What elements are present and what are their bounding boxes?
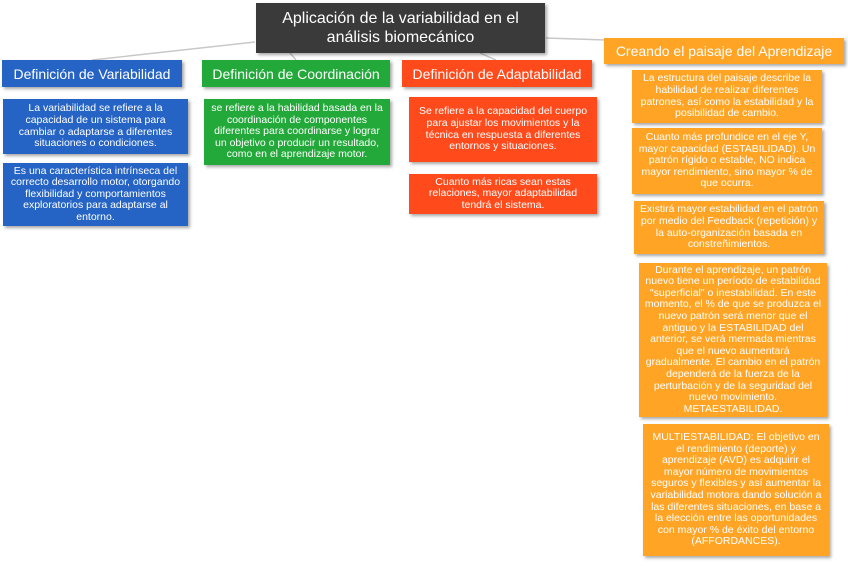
branch-variabilidad[interactable] [2, 60, 182, 87]
variabilidad-note-2[interactable] [3, 163, 188, 226]
branch-adaptabilidad[interactable] [402, 60, 592, 87]
paisaje-note-4[interactable] [639, 263, 827, 417]
paisaje-note-5[interactable] [643, 424, 829, 556]
connector-root-paisaje [546, 38, 606, 40]
root-topic[interactable] [256, 3, 545, 53]
paisaje-note-3[interactable] [634, 201, 824, 254]
variabilidad-note-1[interactable] [3, 99, 188, 154]
connector-root-variabilidad [92, 42, 255, 60]
adaptabilidad-note-2-text: Cuanto más ricas sean estas relaciones, mayor adaptabilidad tendrá el sistema. [428, 175, 578, 211]
paisaje-note-5-text: MULTIESTABILIDAD: El objetivo en el rendimiento (deporte) y aprendizaje (AVD) es adquirir el mayor número de movimientos seguros y flexibles y así aumentar la variabilidad motora dando solución a las diferentes situaciones, en base a la elección entre las oportunidades con mayor % de éxito del entorno (AFFORDANCES). [650, 431, 822, 548]
paisaje-note-2[interactable] [632, 128, 822, 194]
variabilidad-note-2-text: Es una característica intrínseca del correcto desarrollo motor, otorgando flexibilidad y comportamientos exploratorios para adaptarse al entorno. [10, 164, 181, 223]
paisaje-note-1[interactable] [632, 70, 822, 123]
branch-coordinacion[interactable] [202, 60, 390, 87]
branch-paisaje-title: Creando el paisaje del Aprendizaje [615, 43, 833, 59]
adaptabilidad-note-2[interactable] [409, 174, 597, 214]
connector-root-adaptabilidad [480, 53, 496, 60]
paisaje-note-2-text: Cuanto más profundice en el eje Y, mayor capacidad (ESTABILIDAD). Un patrón rígido o estable, NO indica mayor rendimiento, sino mayor % de que ocurra. [638, 131, 816, 190]
branch-adaptabilidad-title: Definición de Adaptabilidad [412, 65, 582, 82]
branch-paisaje[interactable] [604, 38, 844, 64]
branch-coordinacion-title: Definición de Coordinación [212, 65, 380, 82]
paisaje-note-1-text: La estructura del paisaje describe la habilidad de realizar diferentes patrones, así como la estabilidad y la posibilidad de cambio. [640, 72, 814, 120]
root-title: Aplicación de la variabilidad en el análisis biomecánico [282, 10, 519, 46]
paisaje-note-3-text: Existirá mayor estabilidad en el patrón por medio del Feedback (repetición) y la auto-organización basada en constreñimientos. [639, 203, 818, 251]
adaptabilidad-note-1-text: Se refiere a la capacidad del cuerpo para ajustar los movimientos y la técnica en respuesta a diferentes entornos y situaciones. [418, 105, 588, 153]
coordinacion-note-1[interactable] [204, 99, 390, 165]
adaptabilidad-note-1[interactable] [409, 97, 597, 162]
variabilidad-note-1-text: La variabilidad se refiere a la capacidad de un sistema para cambiar o adaptarse a diferentes situaciones o condiciones. [18, 102, 173, 150]
paisaje-note-4-text: Durante el aprendizaje, un patrón nuevo tiene un período de estabilidad "superficial" o inestabilidad. En este momento, el % de que se produzca el nuevo patrón será menor que el antiguo y la ESTABILIDAD del anterior, se verá mermada mientras que el nuevo aumentará gradualmente. El cambio en el patrón dependerá de la fuerza de la perturbación y de la seguridad del nuevo movimiento. METAESTABILIDAD. [644, 263, 822, 415]
branch-variabilidad-title: Definición de Variabilidad [13, 65, 171, 82]
coordinacion-note-1-text: se refiere a la habilidad basada en la coordinación de componentes diferentes para coordinarse y lograr un objetivo o producir un resultado, como en el aprendizaje motor. [211, 102, 383, 161]
connector-root-coordinacion [290, 53, 296, 60]
